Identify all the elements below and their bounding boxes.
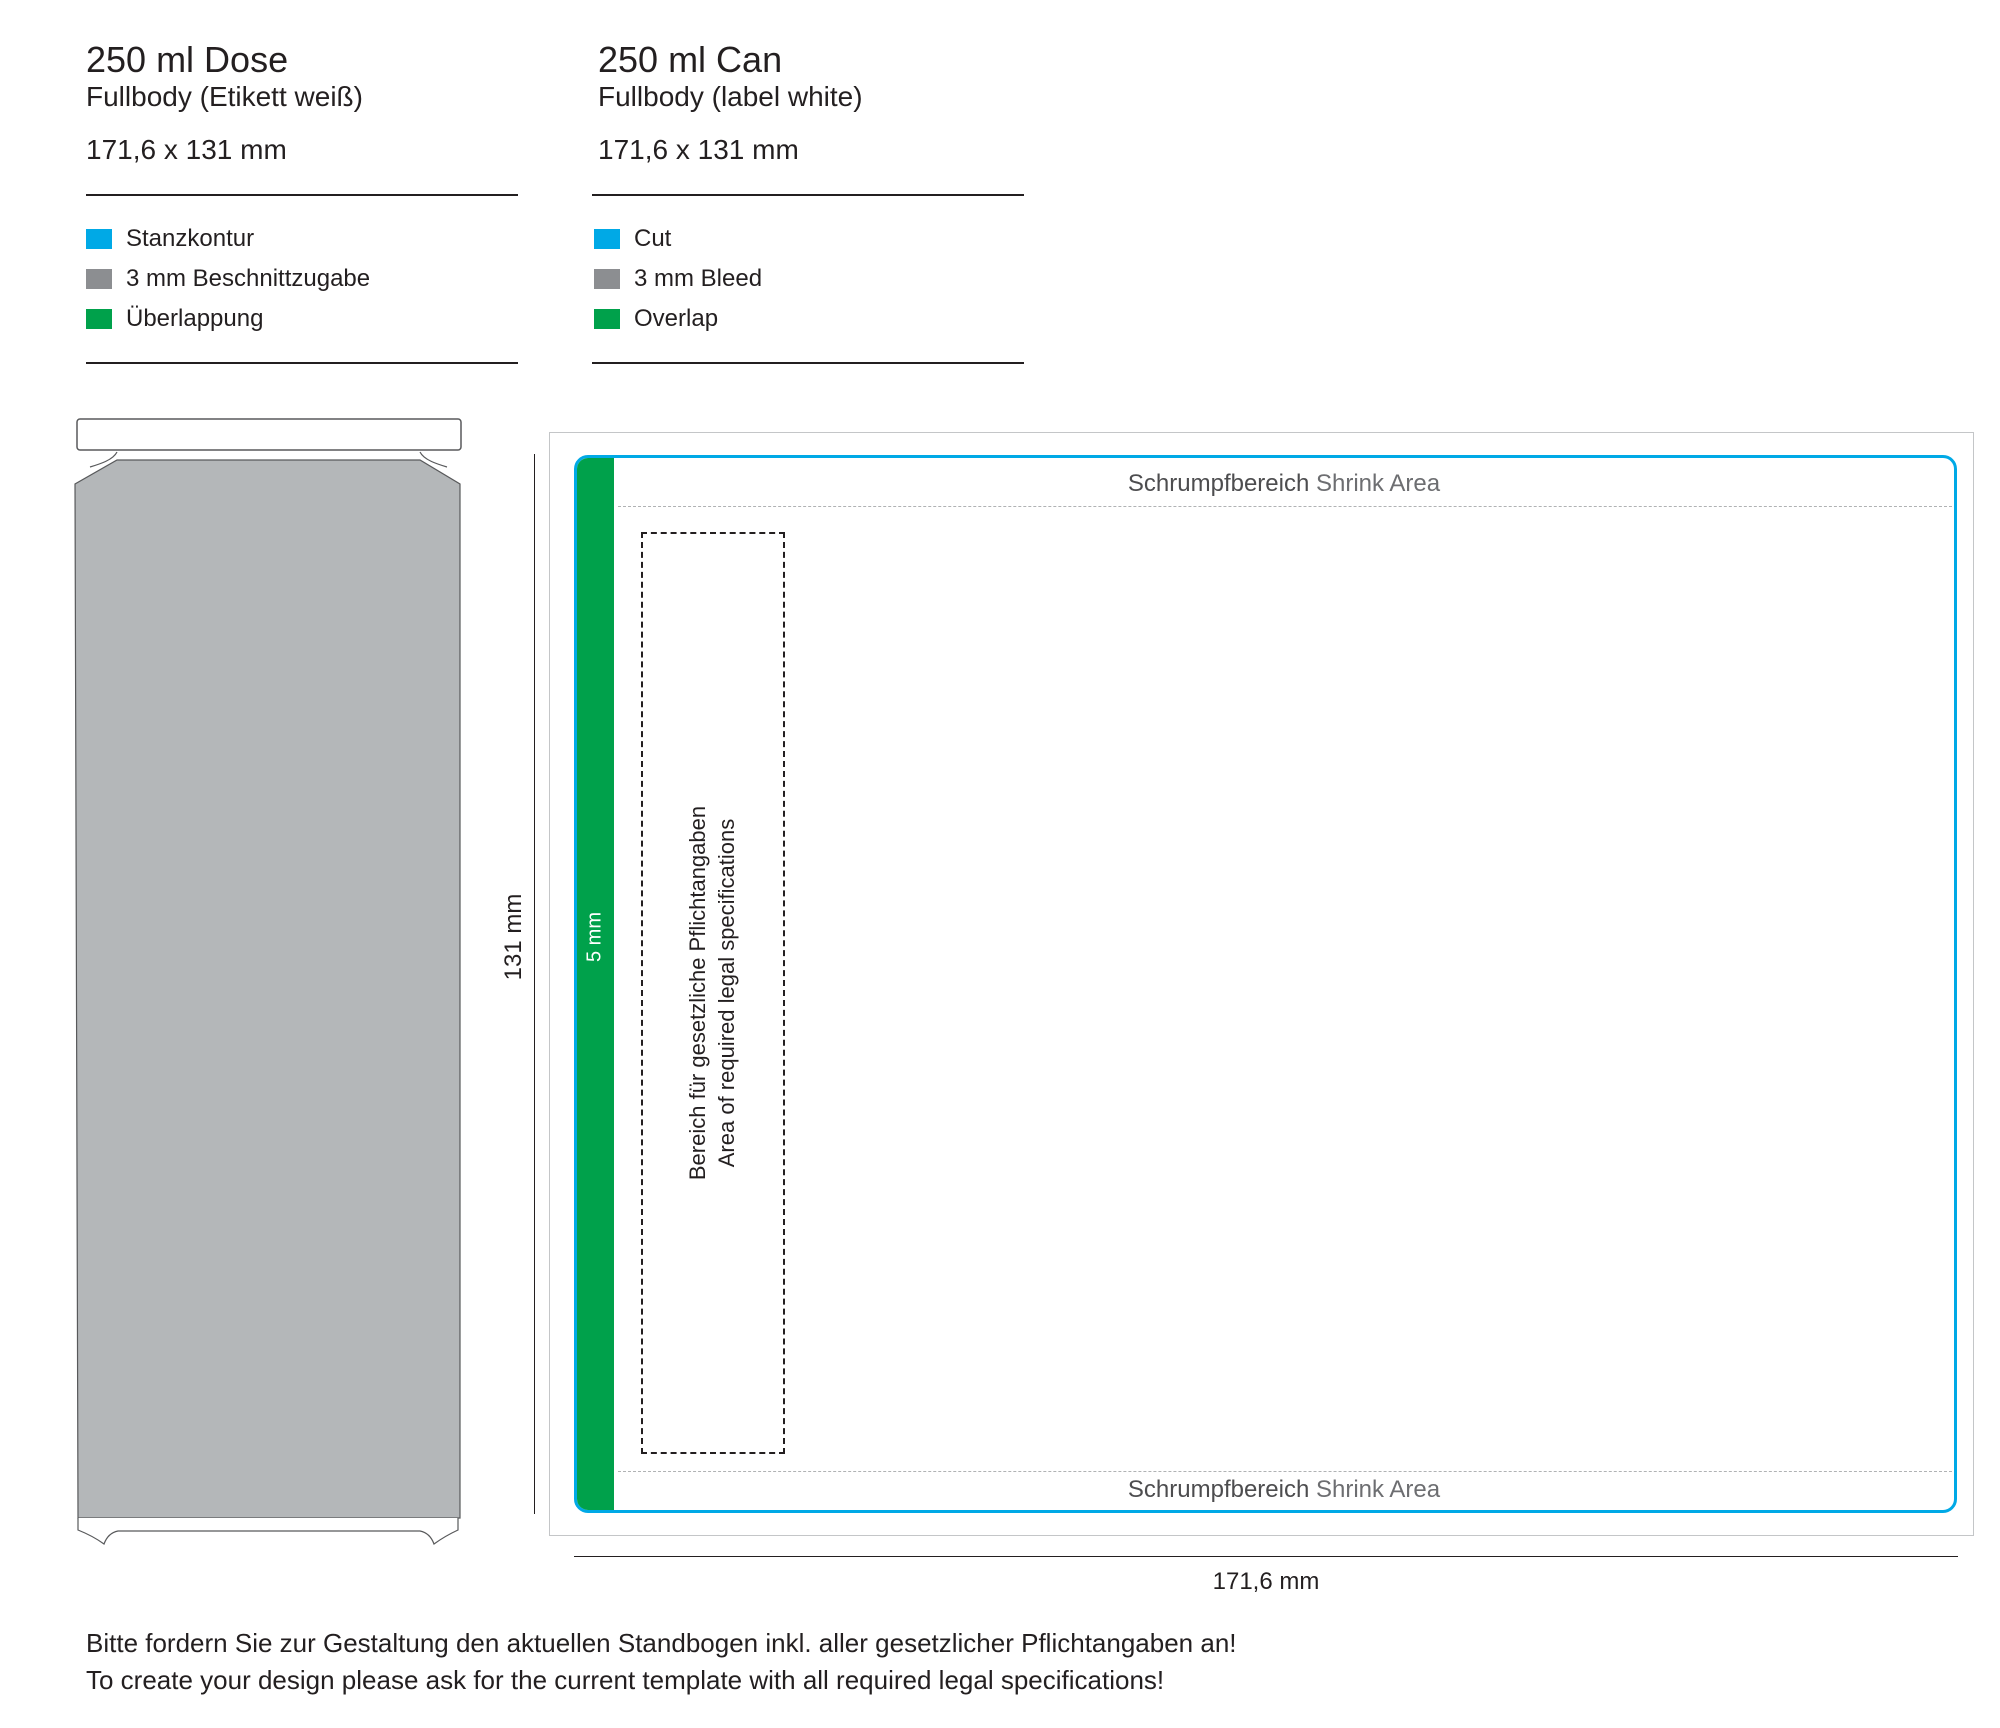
product-size: 171,6 x 131 mm	[598, 134, 799, 165]
legal-spec-label-en: Area of required legal specifications	[714, 818, 739, 1168]
legend-item-cut	[594, 224, 671, 254]
legal-spec-label-de: Bereich für gesetzliche Pflichtangaben	[685, 805, 710, 1181]
shrink-area-bottom	[614, 1475, 1954, 1505]
shrink-divider-top	[618, 506, 1952, 507]
can-base	[78, 1518, 458, 1544]
product-subtitle: Fullbody (label white)	[598, 81, 863, 112]
legend-label: 3 mm Bleed	[634, 265, 763, 292]
divider-bottom	[592, 362, 1024, 364]
footer-note-en: To create your design please ask for the current template with all required legal specifications!	[86, 1665, 1165, 1695]
can-body	[75, 460, 460, 1518]
shrink-label-en: Shrink Area	[1316, 1476, 1441, 1503]
can-illustration	[0, 0, 480, 1560]
legend-label: Overlap	[634, 305, 719, 332]
shrink-area-top	[614, 469, 1954, 499]
height-dimension-line	[534, 454, 535, 1514]
product-subtitle: Fullbody (Etikett weiß)	[86, 81, 363, 112]
overlap-label: 5 mm	[583, 912, 606, 962]
shrink-label-de: Schrumpfbereich	[1127, 470, 1310, 497]
product-size: 171,6 x 131 mm	[86, 134, 287, 165]
legend-label: Überlappung	[126, 305, 264, 332]
swatch-bleed	[594, 269, 620, 289]
legend-label: Cut	[634, 225, 672, 252]
shrink-label-de: Schrumpfbereich	[1127, 1476, 1310, 1503]
legend-item-bleed	[594, 264, 762, 294]
shrink-label-en: Shrink Area	[1316, 470, 1441, 497]
can-lid	[77, 419, 461, 450]
legend-label: 3 mm Beschnittzugabe	[126, 265, 371, 292]
overlap-strip	[577, 458, 614, 1510]
width-dimension-label: 171,6 mm	[1212, 1568, 1320, 1595]
legend-label: Stanzkontur	[126, 225, 255, 252]
shrink-divider-bottom	[618, 1471, 1952, 1472]
divider-top	[592, 194, 1024, 196]
product-title: 250 ml Dose	[86, 39, 289, 80]
product-title: 250 ml Can	[598, 39, 783, 80]
swatch-overlap	[594, 309, 620, 329]
width-dimension-line	[574, 1556, 1958, 1557]
footer-note-de: Bitte fordern Sie zur Gestaltung den aktuellen Standbogen inkl. aller gesetzlicher Pflichtangaben an!	[86, 1628, 1237, 1658]
height-dimension-label: 131 mm	[500, 893, 527, 981]
legend-item-overlap	[594, 304, 718, 334]
swatch-cut	[594, 229, 620, 249]
legal-spec-box	[641, 532, 785, 1454]
